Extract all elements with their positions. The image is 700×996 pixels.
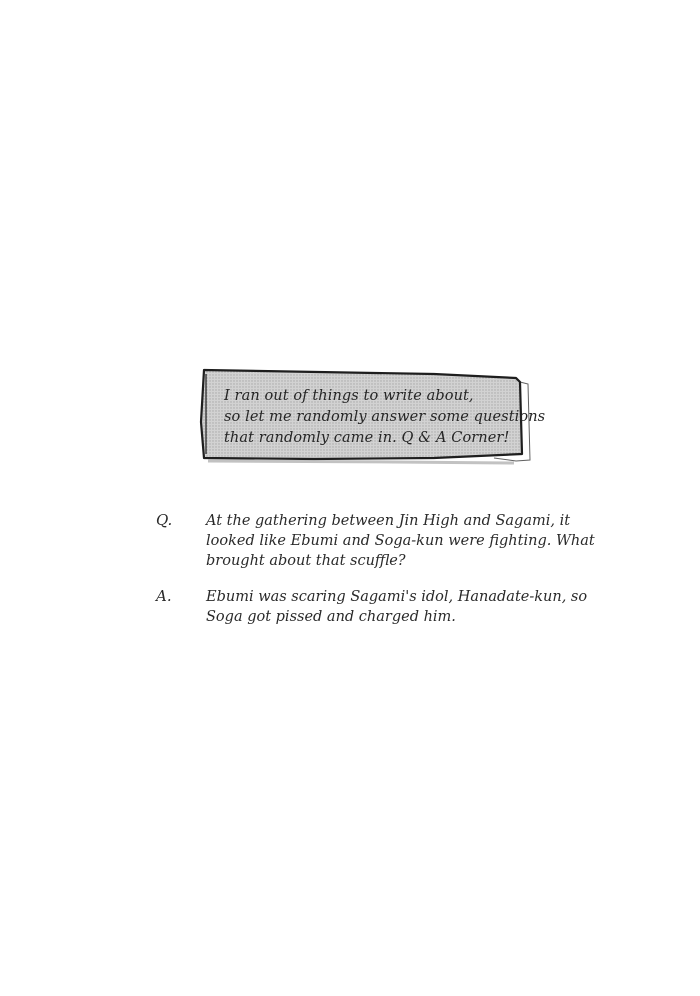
note-text bbox=[224, 386, 546, 449]
note-line: I ran out of things to write about, bbox=[224, 388, 474, 404]
question-line: looked like Ebumi and Soga-kun were fighting. What bbox=[206, 533, 595, 549]
answer-text bbox=[206, 587, 586, 627]
question-line: At the gathering between Jin High and Sagami, it bbox=[206, 513, 571, 529]
question-line: brought about that scuffle? bbox=[206, 553, 406, 569]
question-marker: Q. bbox=[156, 511, 173, 529]
question-text bbox=[206, 511, 595, 571]
answer-line: Soga got pissed and charged him. bbox=[206, 609, 456, 625]
answer-line: Ebumi was scaring Sagami's idol, Hanadate-kun, so bbox=[206, 589, 588, 605]
note-line: so let me randomly answer some questions bbox=[224, 409, 546, 425]
answer-marker: A. bbox=[156, 587, 172, 605]
note-line: that randomly came in. Q & A Corner! bbox=[224, 430, 510, 446]
intro-note-box bbox=[194, 362, 546, 468]
